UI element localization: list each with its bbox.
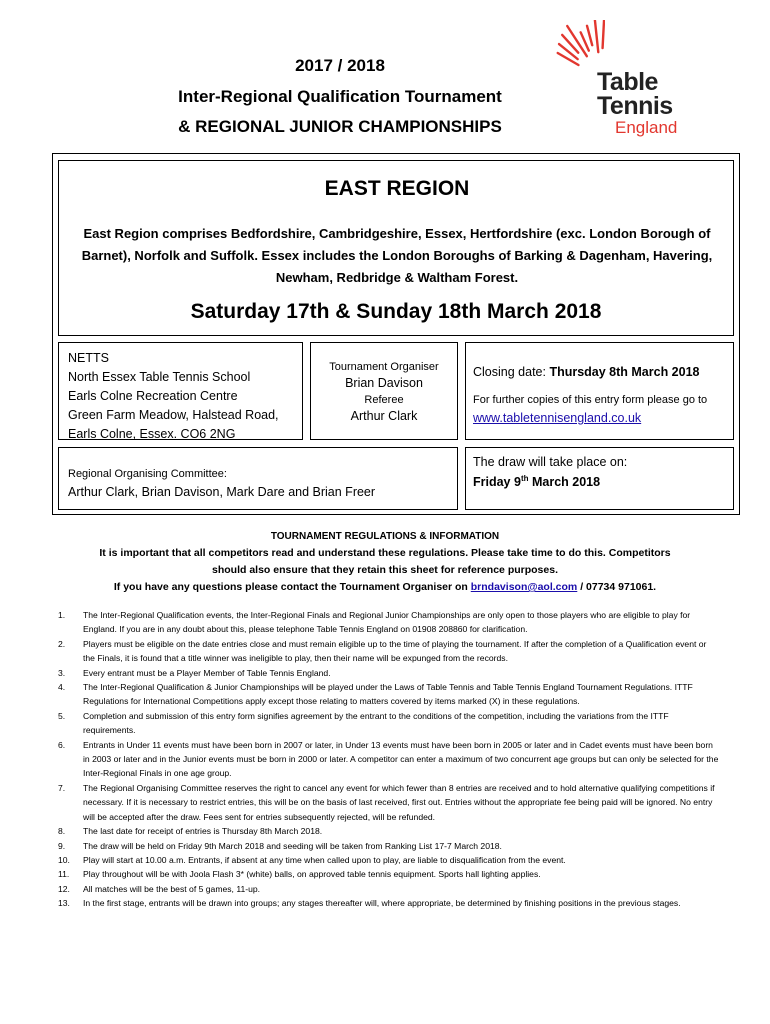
- rule-text: The Regional Organising Committee reserves the right to cancel any event for which fewer than 8 entries are received and to hold alternative qualifying competitions if necessary. If it is necessary to restrict entries, this will be on the basis of last received, first out. Entries without the appropriate fee being paid will be ignored. No entry will be accepted after the draw. Fees sent for entries subsequently rejected, will be refunded.: [83, 782, 715, 822]
- draw-date: [473, 474, 726, 489]
- intro-contact: If you have any questions please contact the Tournament Organiser on: [113, 581, 471, 593]
- rule-text: Players must be eligible on the date entries close and must remain eligible up to the time of playing the tournament. If after the completion of a Qualification event or the Finals, it is found that a title winner was ineligible to play, then their name will be expunged from the records.: [83, 638, 707, 664]
- committee-names: Arthur Clark, Brian Davison, Mark Dare and Brian Freer: [68, 485, 376, 499]
- rule-text: In the first stage, entrants will be drawn into groups; any stages thereafter will, where appropriate, be determined by finishing positions in the previous stages.: [83, 898, 681, 909]
- tournament-title: Inter-Regional Qualification Tournament: [178, 87, 502, 106]
- rule-number: 4.: [58, 682, 66, 693]
- rule-text: The last date for receipt of entries is Thursday 8th March 2018.: [83, 826, 323, 837]
- closing-date: Thursday 8th March 2018: [549, 365, 700, 379]
- draw-date-day: Friday 9: [473, 475, 521, 490]
- rule-number: 11.: [58, 869, 70, 880]
- rule-number: 5.: [58, 710, 66, 721]
- website-link[interactable]: www.tabletennisengland.co.uk: [473, 411, 642, 425]
- rule-number: 7.: [58, 782, 66, 793]
- rule-number: 10.: [58, 854, 70, 865]
- season-year: 2017 / 2018: [295, 56, 385, 75]
- organiser-email-link[interactable]: brndavison@aol.com: [470, 581, 578, 593]
- logo-arc-stroke: [603, 20, 605, 48]
- table-tennis-england-logo: [535, 20, 695, 140]
- logo-arc-icon: [535, 20, 605, 130]
- regulations-title: TOURNAMENT REGULATIONS & INFORMATION: [270, 531, 500, 542]
- rule-number: 6.: [58, 739, 66, 750]
- committee-label: Regional Organising Committee:: [68, 468, 227, 480]
- logo-arc-stroke: [558, 53, 579, 65]
- organiser-label: Tournament Organiser: [329, 361, 439, 373]
- rule-item: [58, 867, 720, 881]
- closing-box: [465, 342, 734, 440]
- organiser-name: Brian Davison: [345, 376, 423, 390]
- championship-title: & REGIONAL JUNIOR CHAMPIONSHIPS: [178, 117, 502, 136]
- venue-line: NETTS: [68, 351, 109, 365]
- logo-arc-stroke: [595, 20, 598, 52]
- rule-text: Entrants in Under 11 events must have been born in 2007 or later, in Under 13 events must have been born in 2005 or later and in Cadet events must have been born in 2003 or later and in the Junior events must be born in 2000 or later. A competitor can enter a maximum of two concurrent age groups but can only be selected for the Inter-Regional Finals in one age group.: [83, 739, 719, 779]
- rule-item: [58, 839, 720, 853]
- rule-text: The Inter-Regional Qualification & Junior Championships will be played under the Laws of Table Tennis and Table Tennis England Tournament Regulations. ITTF Regulations for International Competitions apply except those relating to matters covered by items marked (X) in these regulations.: [83, 682, 693, 707]
- tournament-dates: Saturday 17th & Sunday 18th March 2018: [190, 300, 602, 323]
- rule-item: [58, 824, 720, 838]
- rule-number: 2.: [58, 638, 66, 649]
- regulations-intro: [40, 545, 730, 596]
- rule-number: 9.: [58, 840, 66, 851]
- intro-line: should also ensure that they retain this sheet for reference purposes.: [211, 564, 558, 576]
- rule-number: 1.: [58, 610, 66, 620]
- rule-text: Completion and submission of this entry form signifies agreement by the entrant to the conditions of the competition, including the variations from the ITTF requirements.: [83, 710, 669, 736]
- venue-line: Earls Colne Recreation Centre: [68, 389, 238, 403]
- rule-text: Every entrant must be a Player Member of Table Tennis England.: [83, 667, 331, 678]
- draw-box: [465, 447, 734, 510]
- rule-item: [58, 680, 720, 709]
- rule-text: Play throughout will be with Joola Flash 3* (white) balls, on approved table tennis equipment. Sports hall lighting applies.: [83, 869, 541, 880]
- logo-word-tennis: Tennis: [597, 92, 673, 120]
- rule-text: All matches will be the best of 5 games, 11-up.: [83, 883, 261, 894]
- rule-item: [58, 608, 720, 637]
- logo-word-england: England: [615, 118, 678, 137]
- draw-label: The draw will take place on:: [473, 455, 628, 469]
- officials-box: [310, 342, 458, 440]
- rule-text: The Inter-Regional Qualification events, the Inter-Regional Finals and Regional Junior Championships are only open to those players who are eligible to play for England. If you are in any doubt about this, please telephone Table Tennis England on 01908 208860 for clarification.: [83, 610, 691, 635]
- draw-date-rest: March 2018: [528, 475, 601, 490]
- venue-line: North Essex Table Tennis School: [68, 370, 251, 384]
- closing-label: Closing date:: [473, 365, 550, 379]
- rule-number: 12.: [58, 883, 70, 894]
- rule-number: 8.: [58, 826, 66, 837]
- copies-text: For further copies of this entry form please go to: [473, 394, 708, 406]
- intro-line: It is important that all competitors read and understand these regulations. Please take time to do this. Competitors: [99, 547, 671, 559]
- referee-name: Arthur Clark: [350, 409, 418, 423]
- intro-phone: / 07734 971061.: [577, 581, 657, 593]
- venue-box: [58, 342, 303, 440]
- rule-text: Play will start at 10.00 a.m. Entrants, if absent at any time when called upon to play, are liable to disqualification from the event.: [83, 854, 566, 865]
- logo-word-table: Table: [597, 68, 658, 96]
- rule-text: The draw will be held on Friday 9th March 2018 and seeding will be taken from Ranking List 17-7 March 2018.: [83, 840, 502, 851]
- rule-item: [58, 709, 720, 738]
- rule-item: [58, 637, 720, 666]
- rule-item: [58, 853, 720, 867]
- rules-list: [58, 608, 720, 911]
- venue-line: Earls Colne, Essex. CO6 2NG: [68, 427, 236, 441]
- region-description: East Region comprises Bedfordshire, Cambridgeshire, Essex, Hertfordshire (exc. London Borough of Barnet), Norfolk and Suffolk. Essex includes the London Boroughs of Barking & Dagenham, Havering, Newham, Redbridge & Waltham Forest.: [81, 226, 713, 285]
- rule-number: 13.: [58, 898, 70, 909]
- venue-line: Green Farm Meadow, Halstead Road,: [68, 408, 279, 422]
- rule-item: [58, 781, 720, 824]
- logo-arc-stroke: [559, 44, 578, 59]
- rule-item: [58, 738, 720, 781]
- logo-arc-stroke: [587, 26, 592, 45]
- rule-number: 3.: [58, 667, 66, 678]
- region-title: EAST REGION: [324, 177, 470, 200]
- rule-item: [58, 896, 720, 910]
- rule-item: [58, 882, 720, 896]
- rule-item: [58, 666, 720, 680]
- referee-label: Referee: [364, 394, 404, 406]
- committee-box: [58, 447, 458, 510]
- draw-date-suffix: th: [520, 474, 529, 483]
